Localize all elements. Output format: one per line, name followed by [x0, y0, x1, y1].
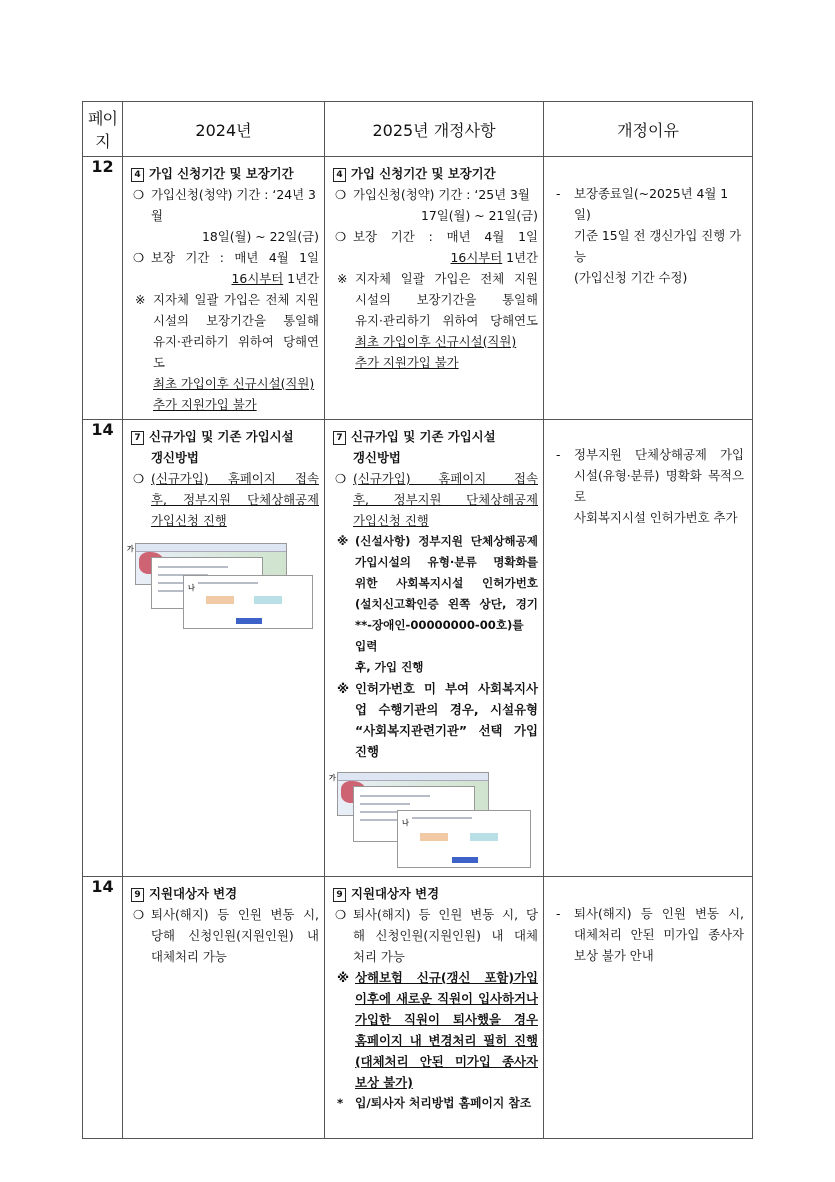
bullet-item: ❍ (신규가입) 홈페이지 접속 후, 정부지원 단체상해공제 가입신청 진행: [131, 468, 319, 531]
section-heading: 9 지원대상자 변경: [333, 883, 538, 904]
reason-item: - 정부지원 단체상해공제 가입 시설(유형·분류) 명확화 목적으로 사회복지시설 인허가번호 추가: [552, 444, 744, 528]
reference-mark-icon: ※: [337, 681, 350, 696]
cell-2025: 7 신규가입 및 기존 가입시설 갱신방법 ❍ (신규가입) 홈페이지 접속 후, 정부지원 단체상해공제 가입신청 진행 ※ (신설사항) 정부지원 단체상해공제 가입시설의 유형·분류 명확화를 위한 사회복지시설 인허가번호 (설치신고확인증 왼쪽 상단, 경기 **-장애인-00000000-00호)를 입력 후, 가입 진행 ※ 인허가번호 미 부여 사회복지사 업 수행기관의 경우, 시설유형 “사회복지관련기관” 선택 가입 진행 가 나: [325, 420, 544, 877]
dash-bullet-icon: -: [556, 186, 561, 201]
section-heading: 7 신규가입 및 기존 가입시설: [333, 426, 538, 447]
section-heading: 4 가입 신청기간 및 보장기간: [333, 163, 538, 184]
revision-comparison-table: [82, 101, 753, 1139]
table-row: [83, 420, 753, 877]
page-number: 14: [83, 877, 123, 1139]
table-row: [83, 157, 753, 420]
reference-note: * 입/퇴사자 처리방법 홈페이지 참조: [333, 1093, 538, 1114]
cell-2024: [123, 877, 325, 1139]
section-number-box: 9: [333, 888, 346, 902]
section-number-box: 4: [131, 168, 144, 182]
bullet-item: ❍ (신규가입) 홈페이지 접속 후, 정부지원 단체상해공제 가입신청 진행: [333, 468, 538, 531]
screenshot-label: 가: [329, 774, 336, 782]
bullet-item: ❍ 보장 기간 : 매년 4월 1일 16시부터 1년간: [333, 226, 538, 268]
circle-bullet-icon: ❍: [133, 250, 145, 265]
reference-mark-icon: ※: [337, 534, 349, 548]
header-page: 페이지: [83, 102, 123, 157]
section-heading: 4 가입 신청기간 및 보장기간: [131, 163, 319, 184]
note-item: ※ 상해보험 신규(갱신 포함)가입 이후에 새로운 직원이 입사하거나 가입한 직원이 퇴사했을 경우 홈페이지 내 변경처리 필히 진행 (대체처리 안된 미가입 종사자 보상 불가): [333, 967, 538, 1093]
circle-bullet-icon: ❍: [133, 907, 145, 922]
asterisk-icon: *: [337, 1096, 344, 1110]
cell-2025: [325, 877, 544, 1139]
section-number-box: 7: [333, 431, 346, 445]
page-number: 12: [83, 157, 123, 420]
bullet-item: ❍ 보장 기간 : 매년 4월 1일 16시부터 1년간: [131, 247, 319, 289]
circle-bullet-icon: ❍: [335, 187, 347, 202]
header-2025: 2025년 개정사항: [325, 102, 544, 157]
header-reason: 개정이유: [544, 102, 753, 157]
bullet-item: ❍ 퇴사(해지) 등 인원 변동 시, 당해 신청인원(지원인원) 내 대체처리 가능: [131, 904, 319, 967]
cell-reason: [544, 157, 753, 420]
reason-item: - 퇴사(해지) 등 인원 변동 시, 대체처리 안된 미가입 종사자 보상 불가 안내: [552, 903, 744, 966]
page-number: 14: [83, 420, 123, 877]
header-2024: 2024년: [123, 102, 325, 157]
circle-bullet-icon: ❍: [133, 471, 145, 486]
cell-2024: [123, 157, 325, 420]
circle-bullet-icon: ❍: [133, 187, 145, 202]
bullet-item: ❍ 가입신청(청약) 기간 : ‘24년 3월 18일(월) ~ 22일(금): [131, 184, 319, 247]
cell-2025: [325, 157, 544, 420]
note-item: ※ 지자체 일괄 가입은 전체 지원 시설의 보장기간을 통일해 유지·관리하기 위하여 당해연도 최초 가입이후 신규시설(직원) 추가 지원가입 불가: [333, 268, 538, 373]
reference-mark-icon: ※: [135, 292, 146, 307]
cell-2024: 7 신규가입 및 기존 가입시설 갱신방법 ❍ (신규가입) 홈페이지 접속 후, 정부지원 단체상해공제 가입신청 진행 가 나: [123, 420, 325, 877]
circle-bullet-icon: ❍: [335, 229, 347, 244]
bullet-item: ❍ 가입신청(청약) 기간 : ‘25년 3월 17일(월) ~ 21일(금): [333, 184, 538, 226]
section-heading: 9 지원대상자 변경: [131, 883, 319, 904]
section-number-box: 9: [131, 888, 144, 902]
section-heading: 7 신규가입 및 기존 가입시설: [131, 426, 319, 447]
reference-mark-icon: ※: [337, 271, 348, 286]
reason-item: - 보장종료일(~2025년 4월 1일) 기준 15일 전 갱신가입 진행 가능 (가입신청 기간 수정): [552, 183, 744, 288]
bullet-item: ❍ 퇴사(해지) 등 인원 변동 시, 당 해 신청인원(지원인원) 내 대체 처리 가능: [333, 904, 538, 967]
dash-bullet-icon: -: [556, 447, 561, 462]
dash-bullet-icon: -: [556, 906, 561, 921]
cell-reason: [544, 877, 753, 1139]
note-item: ※ 지자체 일괄 가입은 전체 지원 시설의 보장기간을 통일해 유지·관리하기 위하여 당해연도 최초 가입이후 신규시설(직원) 추가 지원가입 불가: [131, 289, 319, 415]
circle-bullet-icon: ❍: [335, 907, 347, 922]
screenshot-label: 가: [127, 545, 134, 553]
note-item: ※ 인허가번호 미 부여 사회복지사 업 수행기관의 경우, 시설유형 “사회복지관련기관” 선택 가입 진행: [333, 678, 538, 762]
homepage-screenshot-image: 가 나: [131, 539, 311, 629]
homepage-screenshot-image: 가 나: [333, 768, 533, 868]
note-item: ※ (신설사항) 정부지원 단체상해공제 가입시설의 유형·분류 명확화를 위한 사회복지시설 인허가번호 (설치신고확인증 왼쪽 상단, 경기 **-장애인-00000000-00호)를 입력 후, 가입 진행: [333, 531, 538, 678]
section-number-box: 4: [333, 168, 346, 182]
circle-bullet-icon: ❍: [335, 471, 347, 486]
table-row: [83, 877, 753, 1139]
reference-mark-icon: ※: [337, 970, 350, 985]
header-row: [83, 102, 753, 157]
section-number-box: 7: [131, 431, 144, 445]
cell-reason: [544, 420, 753, 877]
